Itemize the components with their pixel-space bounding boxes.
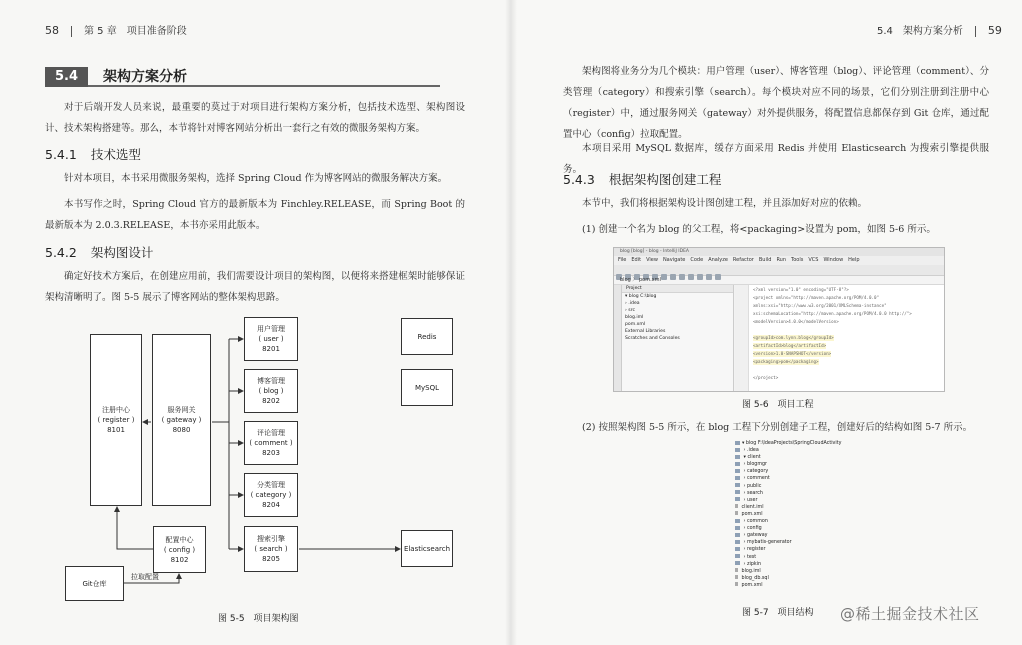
structure-label: client.iml xyxy=(740,504,764,510)
comment-box xyxy=(244,421,298,465)
structure-row xyxy=(735,532,845,539)
section-number: 5.4 xyxy=(45,67,88,87)
database-paragraph: 本项目采用 MySQL 数据库，缓存方面采用 Redis 并使用 Elasticsearch 为搜索引擎提供服务。 xyxy=(563,143,989,175)
search-name: ( search ) xyxy=(254,545,288,553)
category-name: ( category ) xyxy=(250,491,292,499)
file-icon xyxy=(735,511,738,515)
folder-icon xyxy=(735,476,740,480)
mysql-label: MySQL xyxy=(414,383,440,392)
ide-screenshot xyxy=(613,247,945,392)
structure-label: › test xyxy=(742,554,757,560)
menu-help: Help xyxy=(848,257,860,263)
comment-name: ( comment ) xyxy=(249,439,293,447)
structure-label: pom.xml xyxy=(740,582,763,588)
user-box xyxy=(244,317,298,361)
toolbar-cut-icon xyxy=(661,274,667,280)
right-page-number: 59 xyxy=(987,24,1002,37)
tree-row: › src xyxy=(625,308,636,313)
structure-row xyxy=(735,497,845,504)
folder-icon xyxy=(735,448,740,452)
gateway-name: ( gateway ) xyxy=(161,416,202,424)
left-page-number: 58 xyxy=(45,24,59,37)
structure-row xyxy=(735,490,845,497)
folder-icon xyxy=(735,441,740,445)
tech-paragraph-2: 本书写作之时，Spring Cloud 官方的最新版本为 Finchley.RELEASE，而 Spring Boot 的最新版本为 2.0.3.RELEASE，本书亦采用此版本。 xyxy=(45,199,465,231)
editor-gutter xyxy=(735,285,749,391)
ide-code-editor xyxy=(735,285,944,391)
config-box xyxy=(153,526,206,573)
config-label: 配置中心 xyxy=(165,535,194,544)
tech-paragraph-1: 针对本项目，本书采用微服务架构，选择 Spring Cloud 作为博客网站的微服务解决方案。 xyxy=(64,173,448,184)
comment-port: 8203 xyxy=(262,449,280,457)
section-heading xyxy=(45,67,440,87)
blog-box xyxy=(244,369,298,413)
figure-5-6-caption: 图 5-6 项目工程 xyxy=(742,400,814,410)
register-name: ( register ) xyxy=(97,416,135,424)
file-icon xyxy=(735,568,738,572)
user-label: 用户管理 xyxy=(257,325,285,333)
ide-menu-bar xyxy=(614,256,944,265)
structure-row xyxy=(735,454,845,461)
folder-icon xyxy=(735,533,740,537)
structure-row xyxy=(735,447,845,454)
structure-row xyxy=(735,561,845,568)
structure-row xyxy=(735,461,845,468)
file-icon xyxy=(735,504,738,508)
folder-icon xyxy=(735,547,740,551)
tree-row: › .idea xyxy=(625,301,640,306)
ide-toolbar xyxy=(614,265,944,276)
subsection-543-number: 5.4.3 xyxy=(563,172,595,187)
folder-icon xyxy=(735,490,740,494)
structure-label: › search xyxy=(742,490,763,496)
structure-label: › gateway xyxy=(742,533,768,539)
structure-row xyxy=(735,440,845,447)
code-line: xmlns:xsi="http://www.w3.org/2001/XMLSchema-instance" xyxy=(753,303,887,308)
ide-breadcrumb: blog 〉 pom.xml xyxy=(614,276,944,285)
redis-box xyxy=(401,318,453,355)
menu-code: Code xyxy=(690,257,704,263)
gateway-box xyxy=(152,334,211,506)
register-label: 注册中心 xyxy=(101,406,130,414)
project-tree-header: Project xyxy=(622,285,733,293)
code-line: </project> xyxy=(753,375,779,380)
structure-label: › .idea xyxy=(742,448,759,454)
redis-label: Redis xyxy=(417,332,437,341)
gateway-label: 服务网关 xyxy=(167,406,196,414)
step-2-paragraph: (2) 按照架构图 5-5 所示，在 blog 工程下分别创建子工程，创建好后的结构如图 5-7 所示。 xyxy=(582,422,973,433)
ide-side-strip xyxy=(614,285,622,391)
diagram-intro-paragraph: 确定好技术方案后，在创建应用前，我们需要设计项目的架构图，以便将来搭建框架时能够保证架构清晰明了。图 5-5 展示了博客网站的整体架构思路。 xyxy=(45,271,465,303)
folder-icon xyxy=(735,526,740,530)
structure-label: › config xyxy=(742,526,762,532)
folder-icon xyxy=(735,554,740,558)
comment-label: 评论管理 xyxy=(256,429,285,437)
search-box xyxy=(244,526,298,572)
menu-run: Run xyxy=(776,257,787,263)
structure-label: › category xyxy=(742,469,769,475)
structure-label: › user xyxy=(742,497,758,503)
elasticsearch-label: Elasticsearch xyxy=(403,544,451,553)
folder-icon xyxy=(735,462,740,466)
code-line: <?xml version="1.0" encoding="UTF-8"?> xyxy=(753,287,849,292)
menu-refactor: Refactor xyxy=(732,257,754,263)
structure-label: ▾ blog F:\IdeaProjects\SpringCloudActivity xyxy=(742,441,842,446)
blog-port: 8202 xyxy=(262,397,280,405)
structure-row xyxy=(735,504,845,511)
structure-label: blog.iml xyxy=(740,568,761,574)
subsection-542-heading xyxy=(45,243,153,261)
config-name: ( config ) xyxy=(163,545,196,554)
structure-row xyxy=(735,568,845,575)
pull-config-label: 拉取配置 xyxy=(131,573,159,581)
subsection-541-heading xyxy=(45,145,141,163)
menu-window: Window xyxy=(823,257,844,263)
watermark: @稀土掘金技术社区 xyxy=(840,605,980,623)
figure-5-7-caption: 图 5-7 项目结构 xyxy=(742,608,814,618)
subsection-541-title: 技术选型 xyxy=(90,147,141,162)
folder-icon xyxy=(735,497,740,501)
ide-project-tree xyxy=(622,285,734,391)
tree-row: pom.xml xyxy=(625,322,646,327)
git-label: Git仓库 xyxy=(82,579,107,588)
toolbar-debug-icon xyxy=(715,274,721,280)
file-icon xyxy=(735,575,738,579)
tree-row: ▾ blog C:\blog xyxy=(625,294,657,299)
code-line: <groupId>com.lynn.blog</groupId> xyxy=(753,335,834,340)
register-box xyxy=(90,334,142,506)
structure-row xyxy=(735,554,845,561)
folder-icon xyxy=(735,540,740,544)
toolbar-paste-icon xyxy=(679,274,685,280)
code-line: <project xmlns="http://maven.apache.org/POM/4.0.0" xyxy=(753,295,880,300)
subsection-543-heading xyxy=(563,170,721,188)
section-rule xyxy=(88,85,440,87)
project-structure-tree xyxy=(735,440,845,602)
menu-vcs: VCS xyxy=(808,257,819,263)
register-port: 8101 xyxy=(107,426,125,434)
folder-icon xyxy=(735,519,740,523)
code-line: <version>1.0-SNAPSHOT</version> xyxy=(753,351,832,356)
step-1-paragraph: (1) 创建一个名为 blog 的父工程，将<packaging>设置为 pom，如图 5-6 所示。 xyxy=(582,224,936,235)
toolbar-build-icon xyxy=(697,274,703,280)
subsection-543-title: 根据架构图创建工程 xyxy=(608,172,722,187)
toolbar-find-icon xyxy=(688,274,694,280)
file-icon xyxy=(735,582,738,586)
structure-row xyxy=(735,483,845,490)
menu-build: Build xyxy=(758,257,772,263)
section-title: 架构方案分析 xyxy=(103,69,187,85)
subsection-542-title: 架构图设计 xyxy=(90,245,154,260)
structure-row xyxy=(735,546,845,553)
structure-row xyxy=(735,525,845,532)
tree-row: blog.iml xyxy=(625,315,644,320)
structure-label: › register xyxy=(742,547,766,553)
right-running-header xyxy=(877,22,1002,37)
folder-icon xyxy=(735,455,740,459)
menu-tools: Tools xyxy=(791,257,804,263)
structure-label: › comment xyxy=(742,476,770,482)
subsection-542-number: 5.4.2 xyxy=(45,245,77,260)
blog-label: 博客管理 xyxy=(257,377,285,385)
folder-icon xyxy=(735,561,740,565)
left-running-header xyxy=(45,22,187,37)
structure-row xyxy=(735,539,845,546)
toolbar-run-icon xyxy=(706,274,712,280)
figure-5-5-caption: 图 5-5 项目架构图 xyxy=(218,614,299,624)
book-gutter xyxy=(505,0,517,645)
category-label: 分类管理 xyxy=(256,481,285,489)
structure-label: › blogmgr xyxy=(742,462,768,468)
structure-row xyxy=(735,511,845,518)
config-port: 8102 xyxy=(170,555,189,564)
mysql-box xyxy=(401,369,453,406)
code-line: <packaging>pom</packaging> xyxy=(753,359,819,364)
gateway-port: 8080 xyxy=(172,426,191,434)
user-name: ( user ) xyxy=(258,335,284,343)
structure-row xyxy=(735,475,845,482)
structure-label: ▾ client xyxy=(742,455,761,461)
blog-name: ( blog ) xyxy=(258,387,284,395)
code-line: <artifactId>blog</artifactId> xyxy=(753,343,827,348)
right-chapter-header: 5.4 架构方案分析 xyxy=(877,26,963,37)
git-box xyxy=(65,566,124,601)
code-line: <modelVersion>4.0.0</modelVersion> xyxy=(753,319,839,324)
structure-row xyxy=(735,518,845,525)
elasticsearch-box xyxy=(401,530,453,567)
intro-paragraph: 对于后端开发人员来说，最重要的莫过于对项目进行架构方案分析，包括技术选型、架构图设计、技术架构搭建等。那么，本节将针对博客网站分析出一套行之有效的微服务架构方案。 xyxy=(45,102,465,134)
structure-label: › mybatis-generator xyxy=(742,540,792,546)
left-chapter-header: 第 5 章 项目准备阶段 xyxy=(84,26,187,37)
code-line: xsi:schemaLocation="http://maven.apache.org/POM/4.0.0 http://"> xyxy=(753,311,912,316)
menu-navigate: Navigate xyxy=(662,257,686,263)
subsection-541-number: 5.4.1 xyxy=(45,147,77,162)
structure-label: pom.xml xyxy=(740,511,763,517)
modules-paragraph: 架构图将业务分为几个模块：用户管理（user）、博客管理（blog）、评论管理（comment）、分类管理（category）和搜索引擎（search）。每个模块对应不同的场景，它们分别注册到注册中心（register）中，通过服务网关（gateway）对外提供服务，将配置信息都保存到 Git 仓库，通过配置中心（config）拉取配置。 xyxy=(563,66,989,140)
category-box xyxy=(244,473,298,517)
toolbar-copy-icon xyxy=(670,274,676,280)
structure-row xyxy=(735,582,845,589)
tree-row: External Libraries xyxy=(625,329,666,334)
ide-title-bar: blog [blog] - blog - IntelliJ IDEA xyxy=(614,248,944,256)
structure-label: blog_db.sql xyxy=(740,575,769,581)
tree-row: Scratches and Consoles xyxy=(625,336,680,341)
menu-file: File xyxy=(618,257,627,263)
structure-row xyxy=(735,468,845,475)
search-label: 搜索引擎 xyxy=(256,535,285,543)
structure-row xyxy=(735,575,845,582)
category-port: 8204 xyxy=(262,501,280,509)
folder-icon xyxy=(735,469,740,473)
search-port: 8205 xyxy=(262,555,280,563)
menu-edit: Edit xyxy=(631,257,642,263)
structure-label: › zipkin xyxy=(742,561,762,567)
menu-view: View xyxy=(646,257,658,263)
folder-icon xyxy=(735,483,740,487)
user-port: 8201 xyxy=(262,345,280,353)
create-project-paragraph: 本节中，我们将根据架构设计图创建工程，并且添加好对应的依赖。 xyxy=(582,198,868,209)
structure-label: › common xyxy=(742,519,768,525)
structure-label: › public xyxy=(742,483,762,489)
menu-analyze: Analyze xyxy=(708,257,728,263)
